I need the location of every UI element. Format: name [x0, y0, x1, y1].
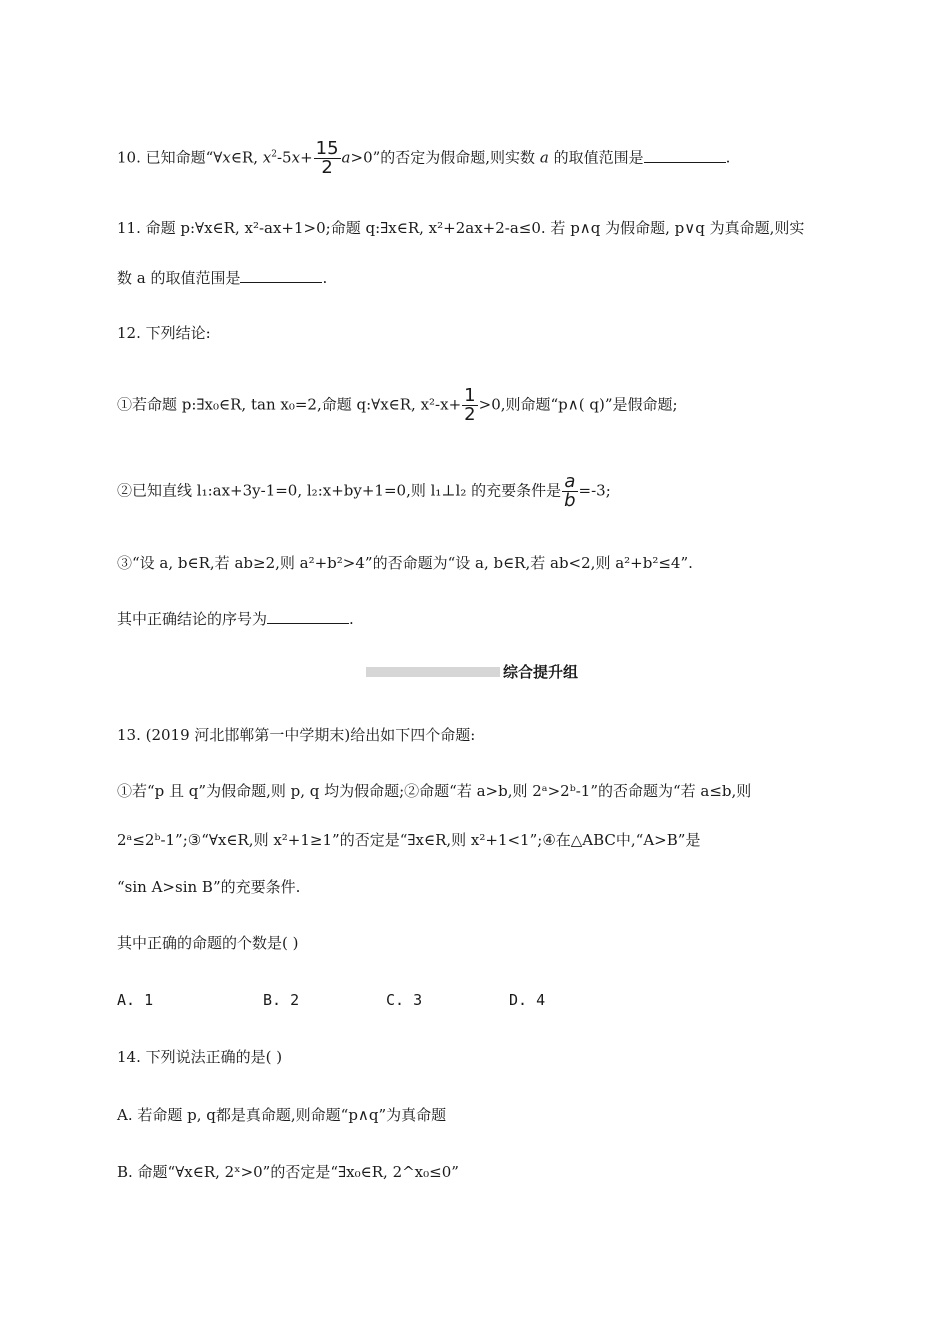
question-13-line-2: 2ᵃ≤2ᵇ-1”;③“∀x∈R,则 x²+1≥1”的否定是“∃x∈R,则 x²+1<1”;④在△ABC中,“A>B”是 [117, 831, 701, 849]
question-12-title: 12. 下列结论: [117, 324, 211, 342]
section-divider-bar [366, 667, 500, 677]
question-12-item-3: ③“设 a, b∈R,若 ab≥2,则 a²+b²>4”的否命题为“设 a, b∈R,若 ab<2,则 a²+b²≤4”. [117, 554, 693, 572]
option-c: C. 3 [386, 991, 423, 1009]
question-12-item-1: ①若命题 p:∃x₀∈R, tan x₀=2,命题 q:∀x∈R, x²-x+ $\frac{1}{2}$ >0,则命题“p∧( q)”是假命题; [117, 385, 678, 425]
fraction-a-over-b: $\frac{a}{b}$ [564, 471, 576, 511]
option-a: A. 1 [117, 991, 154, 1009]
question-13-line-1: ①若“p 且 q”为假命题,则 p, q 均为假命题;②命题“若 a>b,则 2ᵃ>2ᵇ-1”的否命题为“若 a≤b,则 [117, 782, 752, 800]
question-11-line-2: 数 a 的取值范围是 . [117, 269, 328, 287]
question-11-line-1: 11. 命题 p:∀x∈R, x²-ax+1>0;命题 q:∃x∈R, x²+2ax+2-a≤0. 若 p∧q 为假命题, p∨q 为真命题,则实 [117, 219, 805, 237]
question-12-answer: 其中正确结论的序号为 . [117, 610, 354, 628]
question-13-question: 其中正确的命题的个数是( ) [117, 934, 299, 952]
section-title: 综合提升组 [503, 663, 579, 681]
question-10: 10. 已知命题“∀x∈R, $x^2-5x+$ $\frac{15}{2}$ a>0”的否定为假命题,则实数 a 的取值范围是 . [117, 138, 731, 178]
answer-blank [644, 148, 726, 163]
answer-blank [240, 268, 322, 283]
question-14-title: 14. 下列说法正确的是( ) [117, 1048, 283, 1066]
fraction-15-over-2: $\frac{15}{2}$ [315, 138, 339, 178]
question-14-option-a: A. 若命题 p, q都是真命题,则命题“p∧q”为真命题 [117, 1106, 447, 1124]
answer-blank [267, 609, 349, 624]
question-14-option-b: B. 命题“∀x∈R, 2ˣ>0”的否定是“∃x₀∈R, 2^x₀≤0” [117, 1163, 459, 1181]
fraction-1-over-2: $\frac{1}{2}$ [464, 385, 476, 425]
question-13-line-3: “sin A>sin B”的充要条件. [117, 878, 301, 896]
option-b: B. 2 [263, 991, 300, 1009]
question-12-item-2: ②已知直线 l₁:ax+3y-1=0, l₂:x+by+1=0,则 l₁⊥l₂ 的充要条件是 $\frac{a}{b}$ =-3; [117, 471, 611, 511]
question-13-title: 13. (2019 河北邯郸第一中学期末)给出如下四个命题: [117, 726, 476, 744]
option-d: D. 4 [509, 991, 546, 1009]
